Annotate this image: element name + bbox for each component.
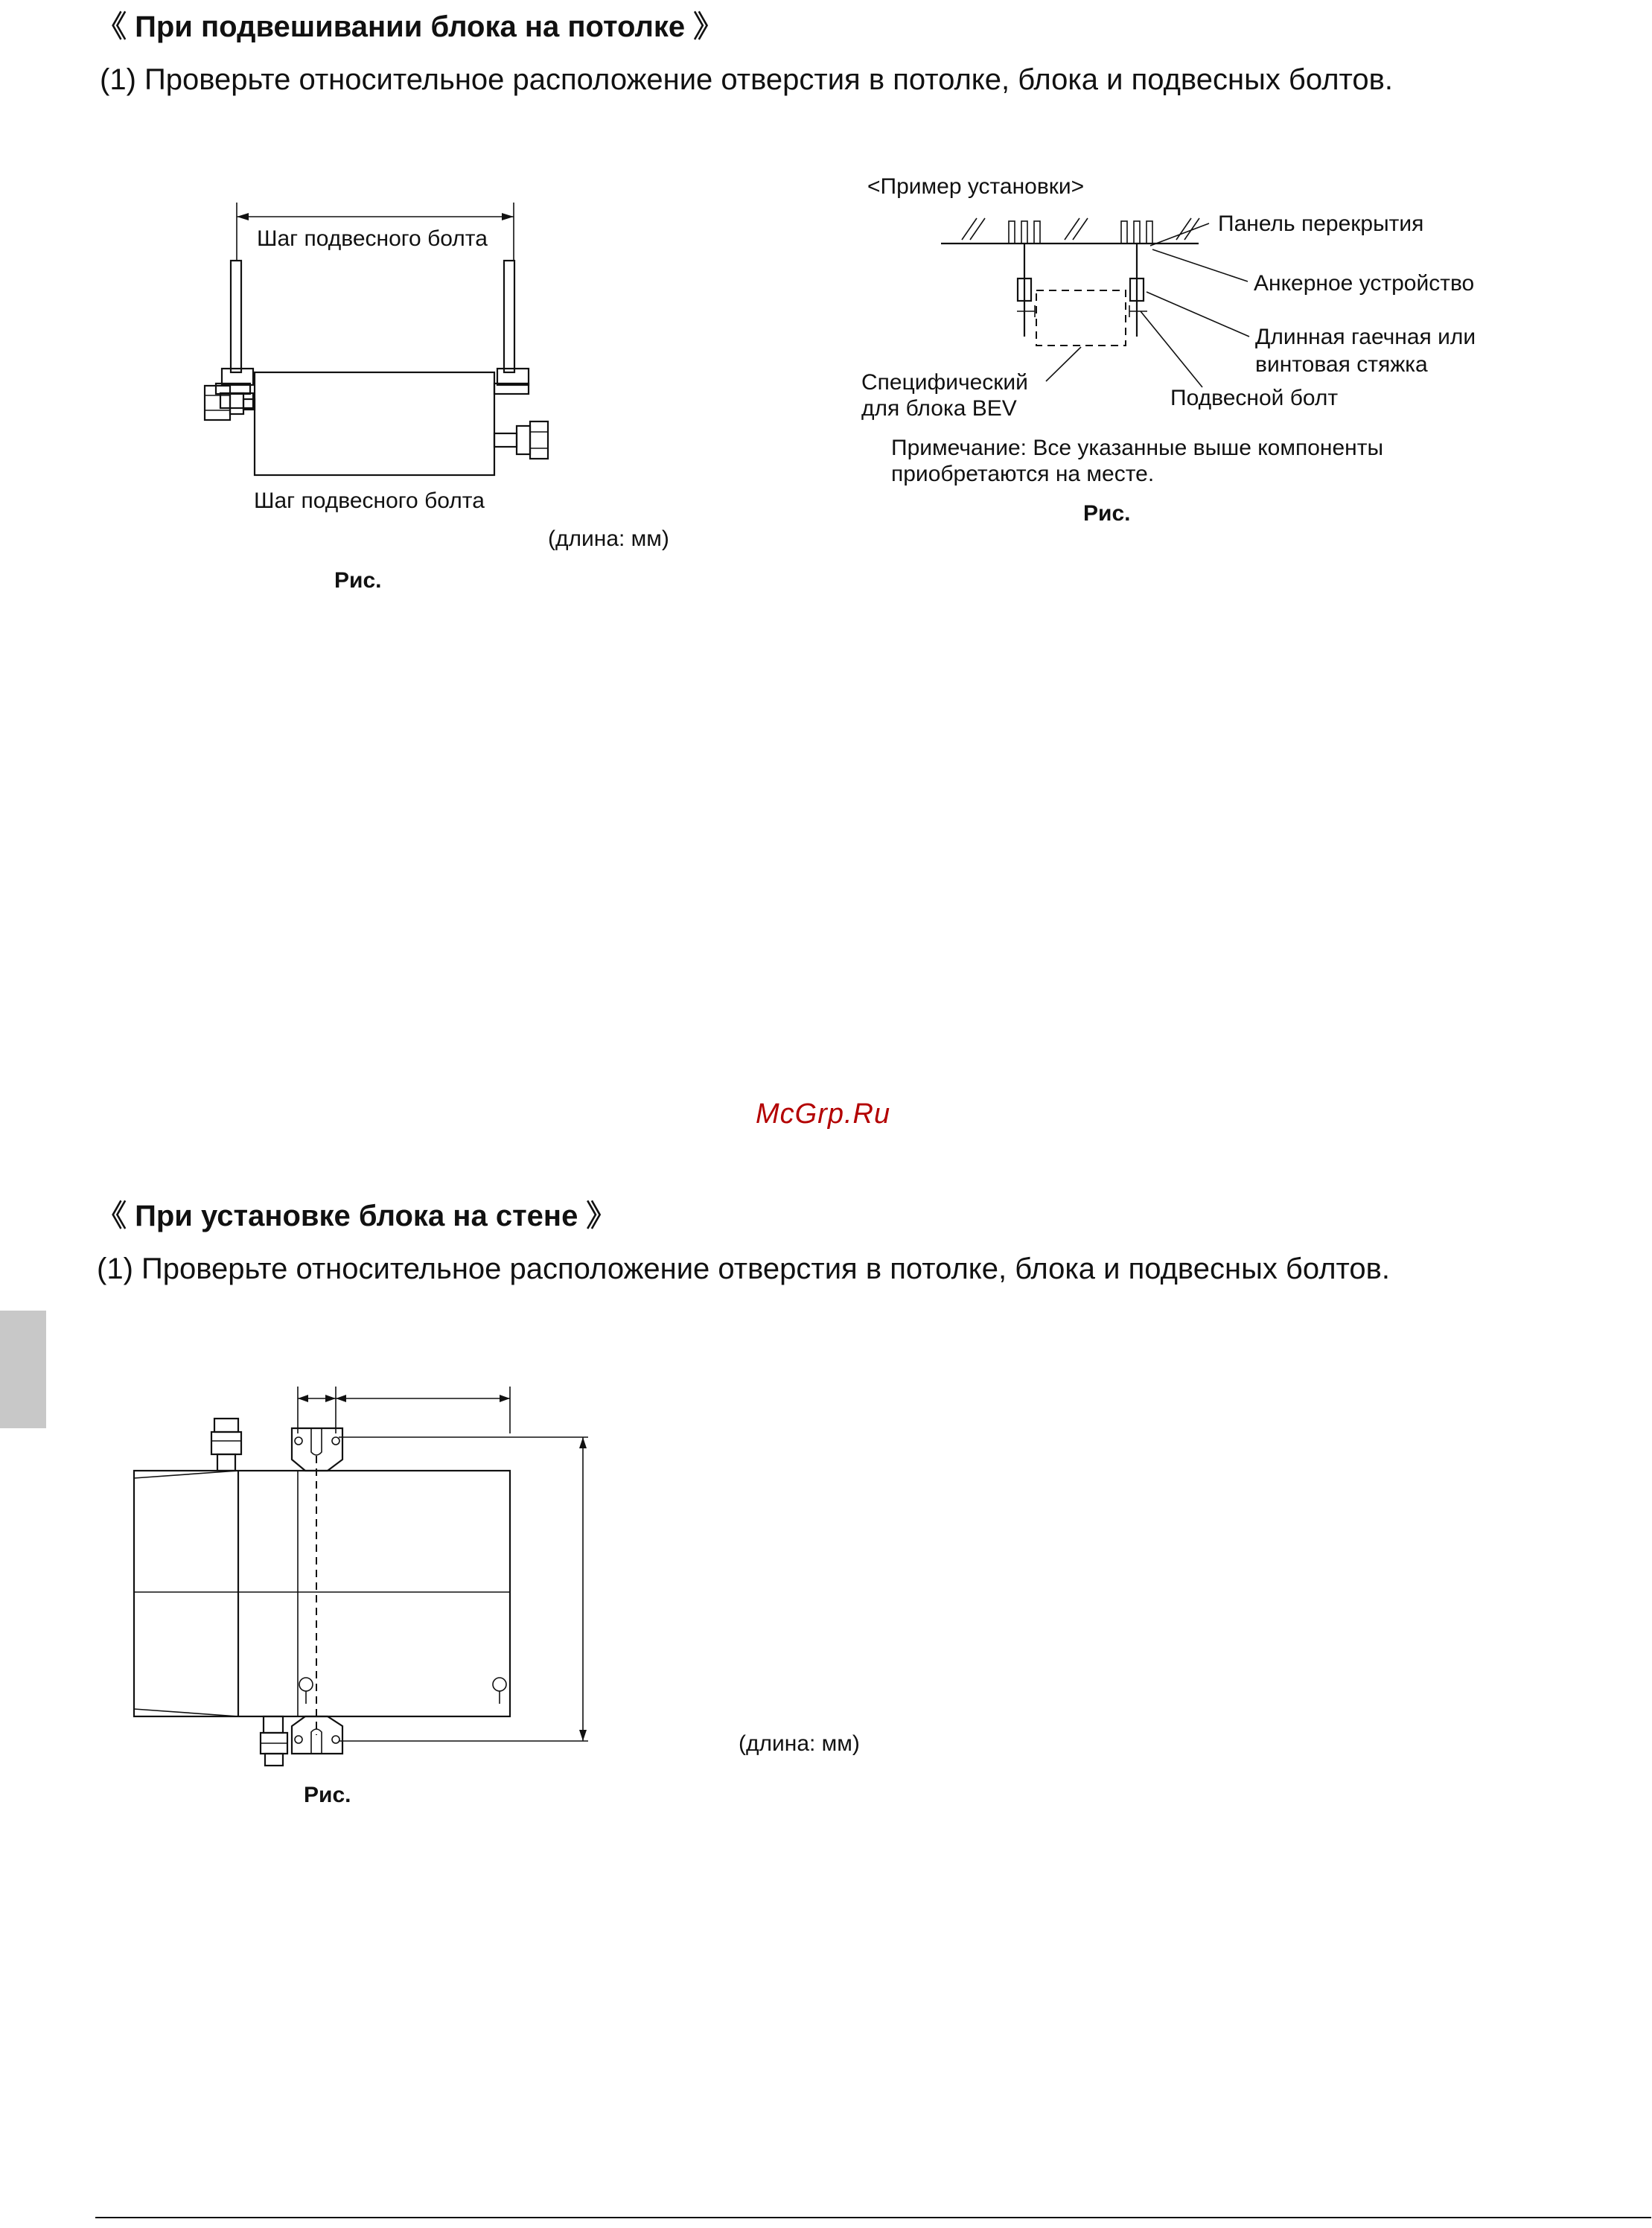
step-text-wall: (1) Проверьте относительное расположение отверстия в потолке, блока и подвесных болтов.: [97, 1253, 1391, 1285]
label-suspension-bolt: Подвесной болт: [1170, 386, 1339, 410]
figure-caption-1: Рис.: [334, 568, 382, 593]
bolt-pitch-label-top: Шаг подвесного болта: [257, 226, 488, 251]
label-anchor: Анкерное устройство: [1254, 271, 1475, 296]
bolt-pitch-label-bottom: Шаг подвесного болта: [254, 488, 485, 513]
section-heading-wall: 《 При установке блока на стене 》: [97, 1200, 616, 1232]
figure-caption-3: Рис.: [304, 1783, 351, 1807]
units-label-1: (длина: мм): [548, 526, 669, 551]
label-specific-1: Специфический: [861, 370, 1028, 395]
label-specific-2: для блока BEV: [861, 396, 1017, 421]
installation-example-title: <Пример установки>: [867, 174, 1085, 199]
figure-caption-2: Рис.: [1083, 501, 1131, 526]
label-ceiling-panel: Панель перекрытия: [1218, 211, 1424, 236]
label-long-nut-1: Длинная гаечная или: [1255, 325, 1476, 349]
units-label-2: (длина: мм): [739, 1731, 860, 1756]
step-text-ceiling: (1) Проверьте относительное расположение отверстия в потолке, блока и подвесных болтов.: [100, 63, 1394, 96]
note-line-1: Примечание: Все указанные выше компоненты: [891, 436, 1384, 460]
section-heading-ceiling: 《 При подвешивании блока на потолке 》: [97, 10, 724, 43]
watermark: McGrp.Ru: [756, 1098, 891, 1130]
label-long-nut-2: винтовая стяжка: [1255, 352, 1428, 377]
footer-rule: [95, 2217, 1651, 2218]
note-line-2: приобретаются на месте.: [891, 462, 1155, 486]
